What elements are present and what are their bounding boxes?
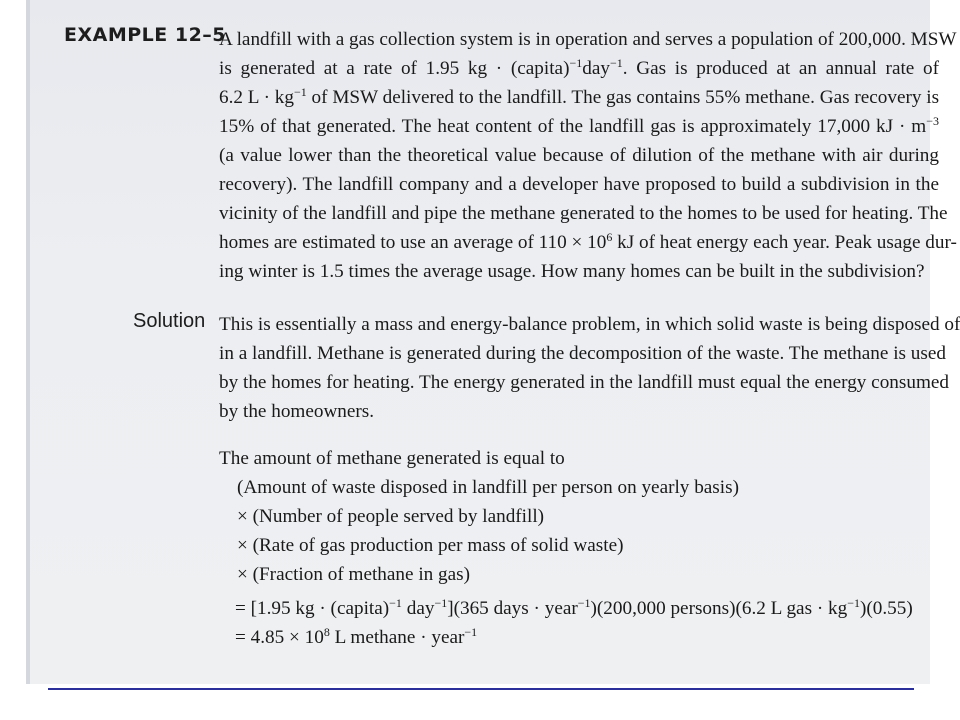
factor-line: × (Rate of gas production per mass of solid waste)	[237, 535, 624, 556]
problem-line: 6.2 $L \cdot kg^{-1}$ of MSW delivered to the landfill. The gas contains 55% methane. Gas recovery is	[219, 85, 940, 108]
solution-text	[219, 310, 960, 426]
solution-line: in a landfill. Methane is generated during the decomposition of the waste. The methane is used	[219, 343, 946, 364]
problem-line: (a value lower than the theoretical value because of dilution of the methane with air during	[219, 145, 939, 166]
solution-line: by the homes for heating. The energy generated in the landfill must equal the energy consumed	[219, 372, 949, 393]
scanned-page	[26, 0, 960, 684]
solution-line: This is essentially a mass and energy-balance problem, in which solid waste is being disposed of	[219, 314, 960, 335]
problem-line: homes are estimated to use an average of $110 \times 10^6$ kJ of heat energy each year. Peak usage dur-	[219, 230, 957, 253]
equation-result: = $4.85 \times 10^8$ L methane · year$^{-1}$	[235, 625, 478, 648]
problem-statement	[219, 25, 957, 286]
derivation-intro: The amount of methane generated is equal to	[219, 448, 565, 469]
problem-line: is generated at a rate of 1.95 kg · (capita)$^{-1}$day$^{-1}$. Gas is produced at an annual rate of	[219, 56, 939, 79]
solution-label: Solution	[133, 310, 206, 332]
solution-line: by the homeowners.	[219, 401, 375, 422]
problem-line: A landfill with a gas collection system is in operation and serves a population of 200,000. MSW	[219, 29, 957, 50]
page-edge-shadow	[26, 0, 30, 684]
methane-derivation	[219, 444, 939, 652]
factor-line: (Amount of waste disposed in landfill per person on yearly basis)	[237, 477, 739, 498]
equation-line: = [1.95 kg · (capita)$^{-1}$ day$^{-1}$](365 days · year$^{-1}$)(200,000 persons)(6.2 L gas · $kg^{-1})(0.55)$	[235, 596, 913, 619]
factor-line: × (Number of people served by landfill)	[237, 506, 545, 527]
problem-line: ing winter is 1.5 times the average usage. How many homes can be built in the subdivision?	[219, 261, 925, 282]
problem-line: recovery). The landfill company and a developer have proposed to build a subdivision in the	[219, 174, 939, 195]
example-label: EXAMPLE 12–5	[64, 24, 227, 46]
bottom-rule	[48, 688, 914, 690]
problem-line: 15% of that generated. The heat content of the landfill gas is approximately 17,000 kJ · $m^{-3}$	[219, 114, 939, 137]
factor-line: × (Fraction of methane in gas)	[237, 564, 471, 585]
problem-line: vicinity of the landfill and pipe the methane generated to the homes to be used for heating. The	[219, 203, 948, 224]
